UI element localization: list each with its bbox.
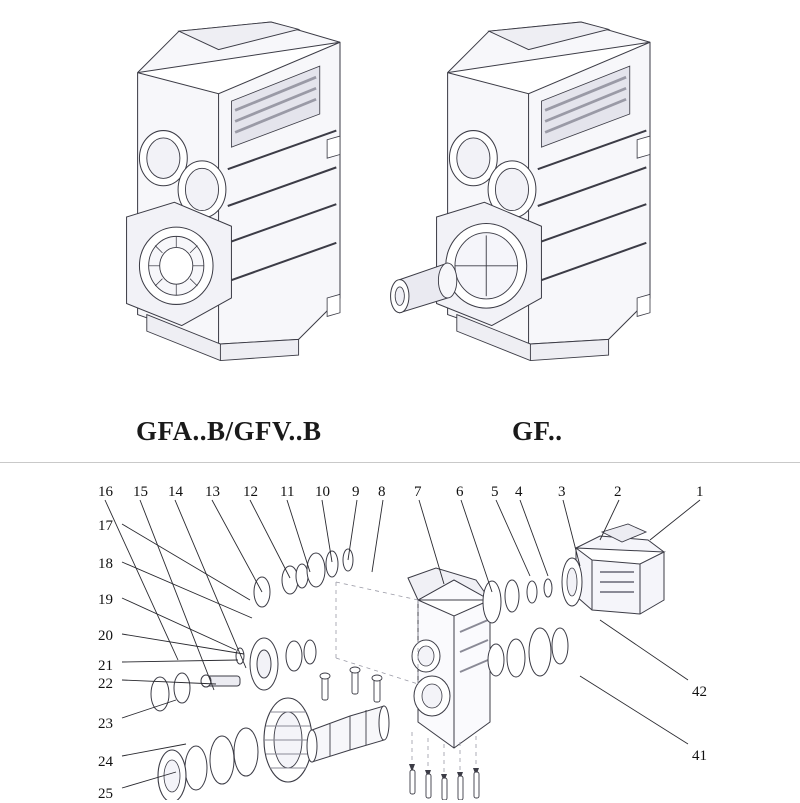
callout-number-10: 10 [315,484,330,500]
callout-number-13: 13 [205,484,220,500]
callout-number-16: 16 [98,484,113,500]
callout-number-21: 21 [98,658,113,674]
callout-number-41: 41 [692,748,707,764]
caption-gf: GF.. [512,416,563,446]
exploded-parts-drawing [105,500,700,800]
callout-number-14: 14 [168,484,183,500]
callout-number-22: 22 [98,676,113,692]
caption-gfa-gfv: GFA..B/GFV..B [136,416,322,446]
callout-number-5: 5 [491,484,499,500]
callout-number-23: 23 [98,716,113,732]
callout-number-11: 11 [280,484,295,500]
callout-number-4: 4 [515,484,523,500]
callout-number-24: 24 [98,754,113,770]
exploded-rings-right [483,579,568,677]
exploded-housing [336,568,490,782]
callout-number-17: 17 [98,518,113,534]
callout-number-25: 25 [98,786,113,802]
callout-number-1: 1 [696,484,704,500]
exploded-gear-wheel [158,698,312,800]
exploded-splined-shaft [307,667,389,762]
callout-number-8: 8 [378,484,386,500]
callout-leaders-right [580,620,688,744]
callout-number-7: 7 [414,484,422,500]
exploded-shaft-upper [254,549,353,607]
callout-number-2: 2 [614,484,622,500]
callout-number-20: 20 [98,628,113,644]
callout-number-42: 42 [692,684,707,700]
callout-number-3: 3 [558,484,566,500]
gearbox-assembly-left-drawing [127,22,340,361]
exploded-motor-adapter [562,524,664,614]
section-divider [0,462,800,463]
callout-number-15: 15 [133,484,148,500]
callout-number-18: 18 [98,556,113,572]
callout-number-9: 9 [352,484,360,500]
callout-number-12: 12 [243,484,258,500]
callout-number-6: 6 [456,484,464,500]
callout-number-19: 19 [98,592,113,608]
gearbox-assembly-right-drawing [391,22,650,361]
